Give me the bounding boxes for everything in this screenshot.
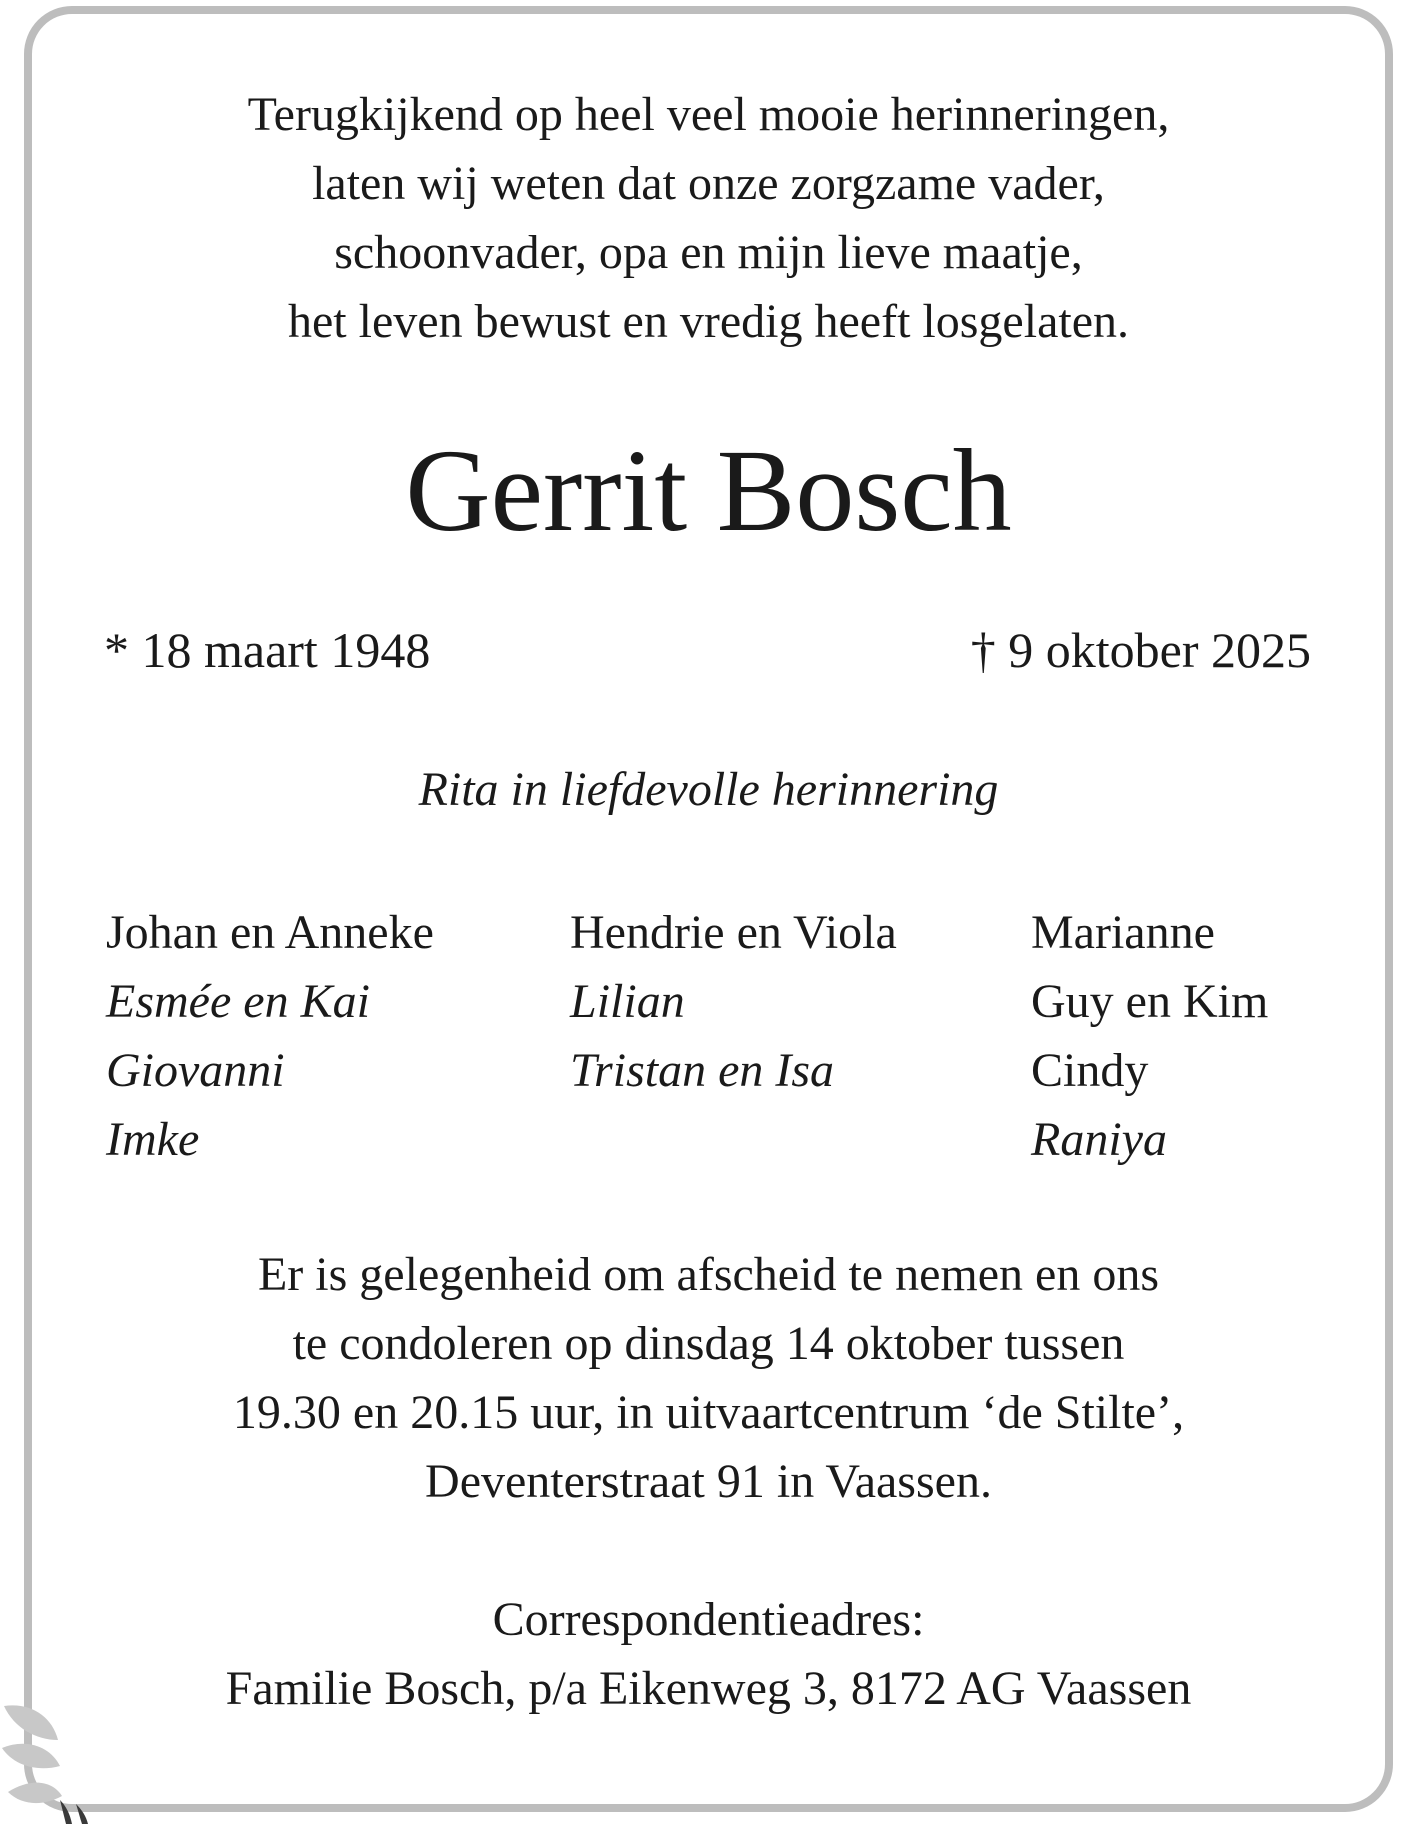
family-name: Guy en Kim: [1031, 975, 1269, 1028]
family-name: Raniya: [1031, 1113, 1167, 1166]
poem-line: laten wij weten dat onze zorgzame vader,: [312, 157, 1105, 210]
farewell-line: Deventerstraat 91 in Vaassen.: [425, 1455, 992, 1508]
farewell-line: te condoleren op dinsdag 14 oktober tussen: [292, 1317, 1125, 1370]
death-date: † 9 oktober 2025: [970, 622, 1311, 678]
family-name: Lilian: [570, 975, 685, 1028]
opening-poem: [0, 80, 1417, 356]
family-column-1: [106, 898, 434, 1174]
poem-line: schoonvader, opa en mijn lieve maatje,: [334, 226, 1083, 279]
farewell-info: [0, 1240, 1417, 1516]
correspondence-block: [0, 1585, 1417, 1723]
family-column-3: [1031, 898, 1268, 1174]
family-name: Marianne: [1031, 906, 1215, 959]
farewell-line: Er is gelegenheid om afscheid te nemen en ons: [257, 1248, 1160, 1301]
family-column-2: [570, 898, 897, 1105]
poem-line: het leven bewust en vredig heeft losgelaten.: [287, 295, 1130, 348]
correspondence-label: Correspondentieadres:: [492, 1593, 925, 1646]
deceased-name: Gerrit Bosch: [405, 425, 1012, 556]
birth-date: * 18 maart 1948: [104, 622, 431, 678]
family-name: Hendrie en Viola: [570, 906, 897, 959]
family-name: Tristan en Isa: [570, 1044, 835, 1097]
family-name: Cindy: [1031, 1044, 1149, 1097]
tribute-line: Rita in liefdevolle herinnering: [418, 763, 999, 816]
family-name: Giovanni: [106, 1044, 285, 1097]
correspondence-address: Familie Bosch, p/a Eikenweg 3, 8172 AG Vaassen: [225, 1662, 1192, 1715]
family-name: Johan en Anneke: [106, 906, 434, 959]
farewell-line: 19.30 en 20.15 uur, in uitvaartcentrum ‘de Stilte’,: [232, 1386, 1185, 1439]
family-name: Esmée en Kai: [106, 975, 370, 1028]
poem-line: Terugkijkend op heel veel mooie herinneringen,: [247, 88, 1170, 141]
leaf-ornament-icon: [0, 1700, 100, 1824]
family-name: Imke: [106, 1113, 200, 1166]
